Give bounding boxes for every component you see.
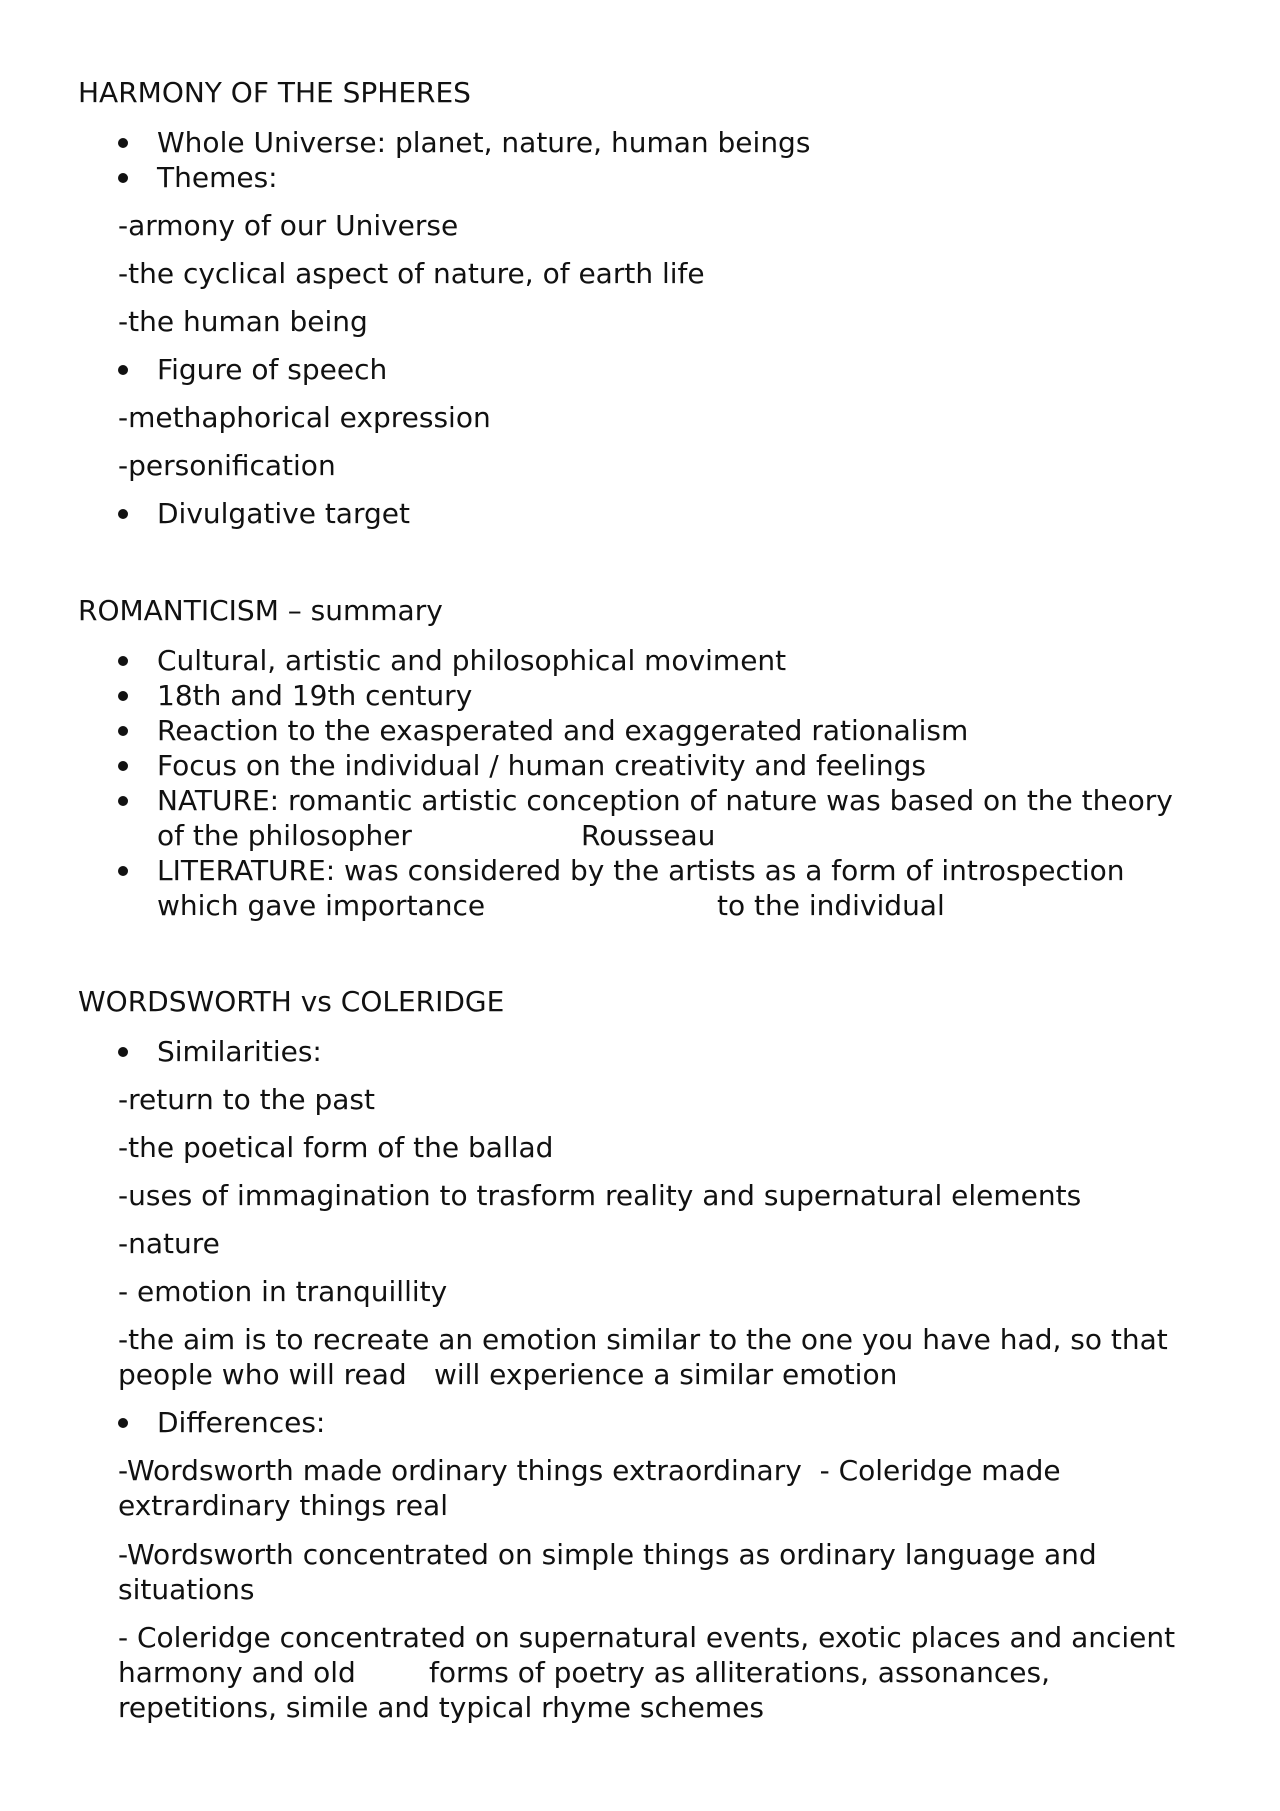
- dash-item: -the aim is to recreate an emotion similar to the one you have had, so that: [118, 1323, 1168, 1356]
- bullet-icon: [118, 866, 128, 876]
- dash-item-continuation: forms of poetry as alliterations, assonances,: [429, 1656, 1051, 1689]
- list-item-continuation: to the individual: [717, 889, 945, 922]
- list-item: NATURE: romantic artistic conception of nature was based on the theory: [157, 784, 1173, 817]
- dash-item-continuation: situations: [118, 1573, 255, 1606]
- dash-item-continuation: extrardinary things real: [118, 1489, 448, 1522]
- dash-item: -Wordsworth concentrated on simple things as ordinary language and: [118, 1538, 1097, 1571]
- list-item: 18th and 19th century: [157, 679, 473, 712]
- list-item: Focus on the individual / human creativity and feelings: [157, 749, 926, 782]
- bullet-icon: [118, 761, 128, 771]
- bullet-icon: [118, 365, 128, 375]
- list-item: Differences:: [157, 1406, 326, 1439]
- section-title-wordsworth: WORDSWORTH vs COLERIDGE: [78, 985, 505, 1018]
- list-item: Cultural, artistic and philosophical moviment: [157, 644, 787, 677]
- bullet-icon: [118, 726, 128, 736]
- dash-item: -return to the past: [118, 1083, 375, 1116]
- dash-item: -uses of immagination to trasform reality and supernatural elements: [118, 1179, 1082, 1212]
- bullet-icon: [118, 1418, 128, 1428]
- dash-item: -the cyclical aspect of nature, of earth life: [118, 257, 705, 290]
- dash-item: -armony of our Universe: [118, 209, 459, 242]
- bullet-icon: [118, 173, 128, 183]
- dash-item-continuation: repetitions, simile and typical rhyme schemes: [118, 1691, 764, 1724]
- bullet-icon: [118, 691, 128, 701]
- dash-item-continuation: harmony and old: [118, 1656, 356, 1689]
- bullet-icon: [118, 796, 128, 806]
- bullet-icon: [118, 656, 128, 666]
- dash-item: -methaphorical expression: [118, 401, 491, 434]
- bullet-icon: [118, 138, 128, 148]
- list-item-continuation: of the philosopher: [157, 819, 412, 852]
- dash-item: -personification: [118, 449, 336, 482]
- list-item: Figure of speech: [157, 353, 388, 386]
- list-item-continuation: which gave importance: [157, 889, 486, 922]
- list-item: Reaction to the exasperated and exaggerated rationalism: [157, 714, 969, 747]
- bullet-icon: [118, 1047, 128, 1057]
- list-item: Similarities:: [157, 1035, 322, 1068]
- dash-item: -Wordsworth made ordinary things extraordinary - Coleridge made: [118, 1454, 1061, 1487]
- list-item: Themes:: [157, 161, 278, 194]
- dash-item: -the poetical form of the ballad: [118, 1131, 554, 1164]
- list-item: Divulgative target: [157, 497, 410, 530]
- dash-item: -nature: [118, 1227, 220, 1260]
- dash-item: -the human being: [118, 305, 368, 338]
- list-item-continuation: Rousseau: [581, 819, 716, 852]
- dash-item-continuation: people who will read: [118, 1358, 407, 1391]
- section-title-harmony: HARMONY OF THE SPHERES: [78, 76, 471, 109]
- bullet-icon: [118, 509, 128, 519]
- list-item: LITERATURE: was considered by the artists as a form of introspection: [157, 854, 1125, 887]
- list-item: Whole Universe: planet, nature, human beings: [157, 126, 811, 159]
- section-title-romanticism: ROMANTICISM – summary: [78, 594, 443, 627]
- dash-item-continuation: will experience a similar emotion: [434, 1358, 898, 1391]
- dash-item: - emotion in tranquillity: [118, 1275, 448, 1308]
- dash-item: - Coleridge concentrated on supernatural events, exotic places and ancient: [118, 1621, 1176, 1654]
